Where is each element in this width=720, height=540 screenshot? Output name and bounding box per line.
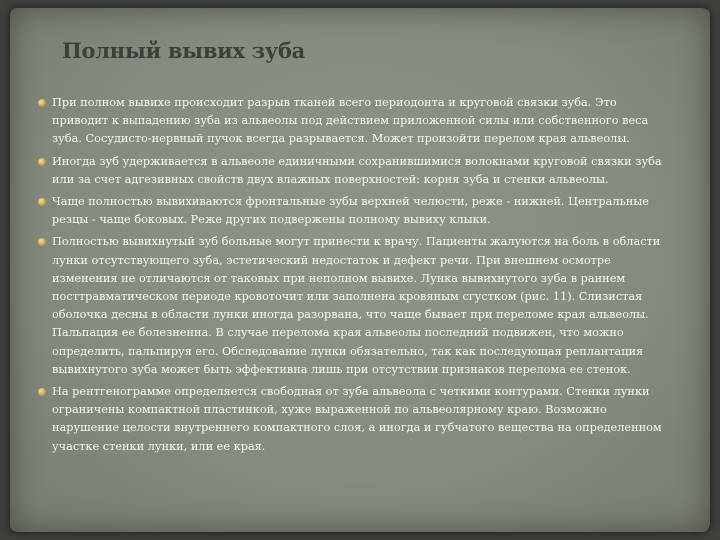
bullet-dot-icon bbox=[38, 158, 46, 166]
bullet-text: Иногда зуб удерживается в альвеоле единичными сохранившимися волокнами круговой связки зуба или за счет адгезивных свойств двух влажных поверхностей: корня зуба и стенки альвеолы. bbox=[52, 154, 662, 186]
bullet-item bbox=[36, 233, 676, 379]
bullet-item bbox=[36, 193, 676, 229]
bullet-text: На рентгенограмме определяется свободная от зуба альвеола с четкими контурами. Стенки лунки ограничены компактной пластинкой, хуже выраженной по альвеолярному краю. Возможно нарушение целости внутреннего компактного слоя, а иногда и губчатого вещества на определенном участке стенки лунки, или ее края. bbox=[52, 385, 662, 453]
bullet-text: При полном вывихе происходит разрыв тканей всего периодонта и круговой связки зуба. Это приводит к выпадению зуба из альвеолы под действием приложенной силы или собственного веса зуба. Сосудисто-нервный пучок всегда разрывается. Может произойти перелом края альвеолы. bbox=[52, 96, 649, 146]
bullet-item bbox=[36, 153, 676, 189]
bullet-dot-icon bbox=[38, 99, 46, 107]
bullet-item bbox=[36, 94, 676, 149]
bullet-dot-icon bbox=[38, 238, 46, 246]
bullet-item bbox=[36, 383, 676, 456]
bullet-text: Чаще полностью вывихиваются фронтальные зубы верхней челюсти, реже - нижней. Центральные резцы - чаще боковых. Реже других подвержены полному вывиху клыки. bbox=[52, 195, 649, 227]
bullet-dot-icon bbox=[38, 198, 46, 206]
bullet-text: Полностью вывихнутый зуб больные могут принести к врачу. Пациенты жалуются на боль в области лунки отсутствующего зуба, эстетический недостаток и дефект речи. При внешнем осмотре изменения не отличаются от таковых при неполном вывихе. Лунка вывихнутого зуба в раннем посттравматическом периоде кровоточит или заполнена кровяным сгустком (рис. 11). Слизистая оболочка десны в области лунки иногда разорвана, что чаще бывает при переломе края альвеолы. Пальпация ее болезненна. В случае перелома края альвеолы последний подвижен, что можно определить, пальпируя его. Обследование лунки обязательно, так как последующая реплантация вывихнутого зуба может быть эффективна лишь при отсутствии признаков перелома ее стенок. bbox=[52, 235, 661, 376]
bullet-dot-icon bbox=[38, 388, 46, 396]
slide-title: Полный вывих зуба bbox=[62, 38, 305, 63]
bullet-list bbox=[36, 94, 676, 460]
